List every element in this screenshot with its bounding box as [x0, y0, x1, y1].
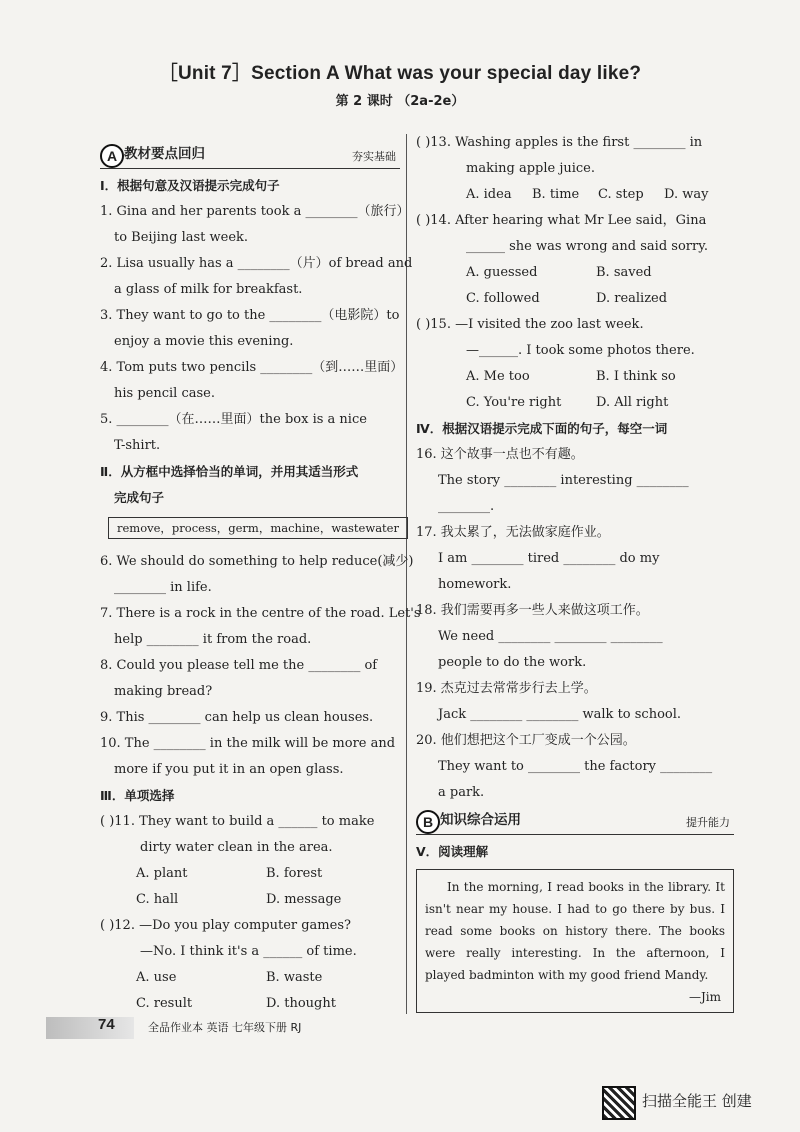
- part2-heading: Ⅱ．从方框中选择恰当的单词，并用其适当形式: [100, 464, 359, 479]
- part1-line: enjoy a movie this evening.: [114, 334, 294, 349]
- q15-option-d: D. All right: [596, 395, 669, 410]
- part5-heading: Ⅴ．阅读理解: [416, 844, 489, 859]
- part1-line: 3. They want to go to the ________（电影院）to: [100, 308, 400, 323]
- reading-passage-box: [416, 869, 734, 1013]
- q14-option-c: C. followed: [466, 291, 540, 306]
- q14-options: [416, 260, 734, 286]
- q12-options: [100, 991, 400, 1017]
- scanner-watermark: 扫描全能王 创建: [642, 1092, 752, 1110]
- part4-line: a park.: [438, 785, 485, 800]
- q13-option-d: D. way: [664, 187, 709, 202]
- part4-line: homework.: [438, 577, 512, 592]
- part4-line: people to do the work.: [438, 655, 587, 670]
- page-title: ［Unit 7］Section A What was your special day like?: [158, 63, 642, 84]
- section-a-header: [100, 140, 400, 169]
- q13-options: [416, 182, 734, 208]
- q11-option-d: D. message: [266, 892, 342, 907]
- part4-line: 18. 我们需要再多一些人来做这项工作。: [416, 603, 649, 618]
- qr-code-icon: [602, 1086, 636, 1120]
- part4-line: 19. 杰克过去常常步行去上学。: [416, 681, 597, 696]
- q12-stem: ( )12. —Do you play computer games?: [100, 918, 351, 933]
- q12-option-c: C. result: [136, 996, 193, 1011]
- q15-option-c: C. You're right: [466, 395, 562, 410]
- part1-line: 2. Lisa usually has a ________（片）of bread and: [100, 256, 413, 271]
- section-b-header: [416, 806, 734, 835]
- q13-option-a: A. idea: [466, 187, 512, 202]
- q15-options: [416, 364, 734, 390]
- footer-book-info: 全品作业本 英语 七年级下册 RJ: [148, 1021, 302, 1034]
- q15-option-a: A. Me too: [466, 369, 530, 384]
- part4-line: I am ________ tired ________ do my: [438, 551, 660, 566]
- q12-stem-cont: —No. I think it's a ______ of time.: [140, 944, 357, 959]
- section-b-title: 知识综合运用: [440, 812, 521, 828]
- part3-heading: Ⅲ．单项选择: [100, 788, 175, 803]
- q13-option-b: B. time: [532, 187, 580, 202]
- part4-line: We need ________ ________ ________: [438, 629, 663, 644]
- part2-line: making bread?: [114, 684, 213, 699]
- section-a-title: 教材要点回归: [124, 146, 205, 162]
- q14-stem-cont: ______ she was wrong and said sorry.: [466, 239, 708, 254]
- section-a-tag: 夯实基础: [352, 150, 396, 163]
- right-column: [416, 130, 734, 1013]
- q13-stem: ( )13. Washing apples is the first ________ in: [416, 135, 703, 150]
- part4-line: They want to ________ the factory ________: [438, 759, 713, 774]
- part4-line: 20. 他们想把这个工厂变成一个公园。: [416, 733, 636, 748]
- q13-option-c: C. step: [598, 187, 644, 202]
- part1-line: T-shirt.: [114, 438, 161, 453]
- part4-line: 17. 我太累了，无法做家庭作业。: [416, 525, 610, 540]
- q11-stem: ( )11. They want to build a ______ to make: [100, 814, 375, 829]
- part2-line: 7. There is a rock in the centre of the road. Let's: [100, 606, 421, 621]
- part2-line: 10. The ________ in the milk will be more and: [100, 736, 396, 751]
- part4-line: ________.: [438, 499, 495, 514]
- q14-option-b: B. saved: [596, 265, 652, 280]
- q12-option-d: D. thought: [266, 996, 336, 1011]
- part2-line: 8. Could you please tell me the ________ of: [100, 658, 378, 673]
- q14-option-d: D. realized: [596, 291, 668, 306]
- q14-option-a: A. guessed: [466, 265, 538, 280]
- part2-line: help ________ it from the road.: [114, 632, 312, 647]
- reading-passage: In the morning, I read books in the library. It isn't near my house. I had to go there by bus. I read some books on history there. The books were really interesting. In the afternoon, I played badminton with my good friend Mandy.: [425, 880, 725, 982]
- part4-line: 16. 这个故事一点也不有趣。: [416, 447, 584, 462]
- page-number: 74: [98, 1016, 115, 1033]
- part2-heading-cont: 完成句子: [114, 490, 165, 505]
- q14-options: [416, 286, 734, 312]
- reading-signature: —Jim: [688, 990, 721, 1004]
- section-b-tag: 提升能力: [686, 816, 730, 829]
- part4-line: Jack ________ ________ walk to school.: [438, 707, 682, 722]
- part4-heading: Ⅳ．根据汉语提示完成下面的句子，每空一词: [416, 421, 668, 436]
- part1-heading: Ⅰ．根据句意及汉语提示完成句子: [100, 178, 280, 193]
- section-b-badge: B: [416, 810, 440, 834]
- q11-option-b: B. forest: [266, 866, 323, 881]
- q15-stem-cont: —______. I took some photos there.: [466, 343, 695, 358]
- part1-line: 1. Gina and her parents took a ________（旅行）: [100, 204, 410, 219]
- q11-options: [100, 887, 400, 913]
- q11-stem-cont: dirty water clean in the area.: [140, 840, 333, 855]
- part4-line: The story ________ interesting ________: [438, 473, 689, 488]
- q12-option-b: B. waste: [266, 970, 323, 985]
- q12-options: [100, 965, 400, 991]
- page-subtitle: 第 2 课时 （2a-2e）: [335, 94, 465, 109]
- q15-options: [416, 390, 734, 416]
- q12-option-a: A. use: [136, 970, 177, 985]
- left-column: [100, 140, 421, 1017]
- part1-line: 5. ________（在……里面）the box is a nice: [100, 412, 367, 427]
- q11-option-c: C. hall: [136, 892, 179, 907]
- part1-line: his pencil case.: [114, 386, 215, 401]
- part1-line: to Beijing last week.: [114, 230, 249, 245]
- q11-option-a: A. plant: [136, 866, 188, 881]
- section-a-badge: A: [100, 144, 124, 168]
- word-box: remove，process，germ，machine，wastewater: [108, 517, 408, 539]
- q14-stem: ( )14. After hearing what Mr Lee said，Gina: [416, 213, 707, 228]
- part2-line: ________ in life.: [114, 580, 212, 595]
- part2-line: 9. This ________ can help us clean houses.: [100, 710, 374, 725]
- part1-line: a glass of milk for breakfast.: [114, 282, 303, 297]
- part2-line: 6. We should do something to help reduce(减少): [100, 554, 414, 569]
- footer-strip: [46, 1017, 134, 1039]
- q15-stem: ( )15. —I visited the zoo last week.: [416, 317, 644, 332]
- q13-stem-cont: making apple juice.: [466, 161, 595, 176]
- q11-options: [100, 861, 400, 887]
- part1-line: 4. Tom puts two pencils ________（到……里面）: [100, 360, 404, 375]
- q15-option-b: B. I think so: [596, 369, 676, 384]
- part2-line: more if you put it in an open glass.: [114, 762, 344, 777]
